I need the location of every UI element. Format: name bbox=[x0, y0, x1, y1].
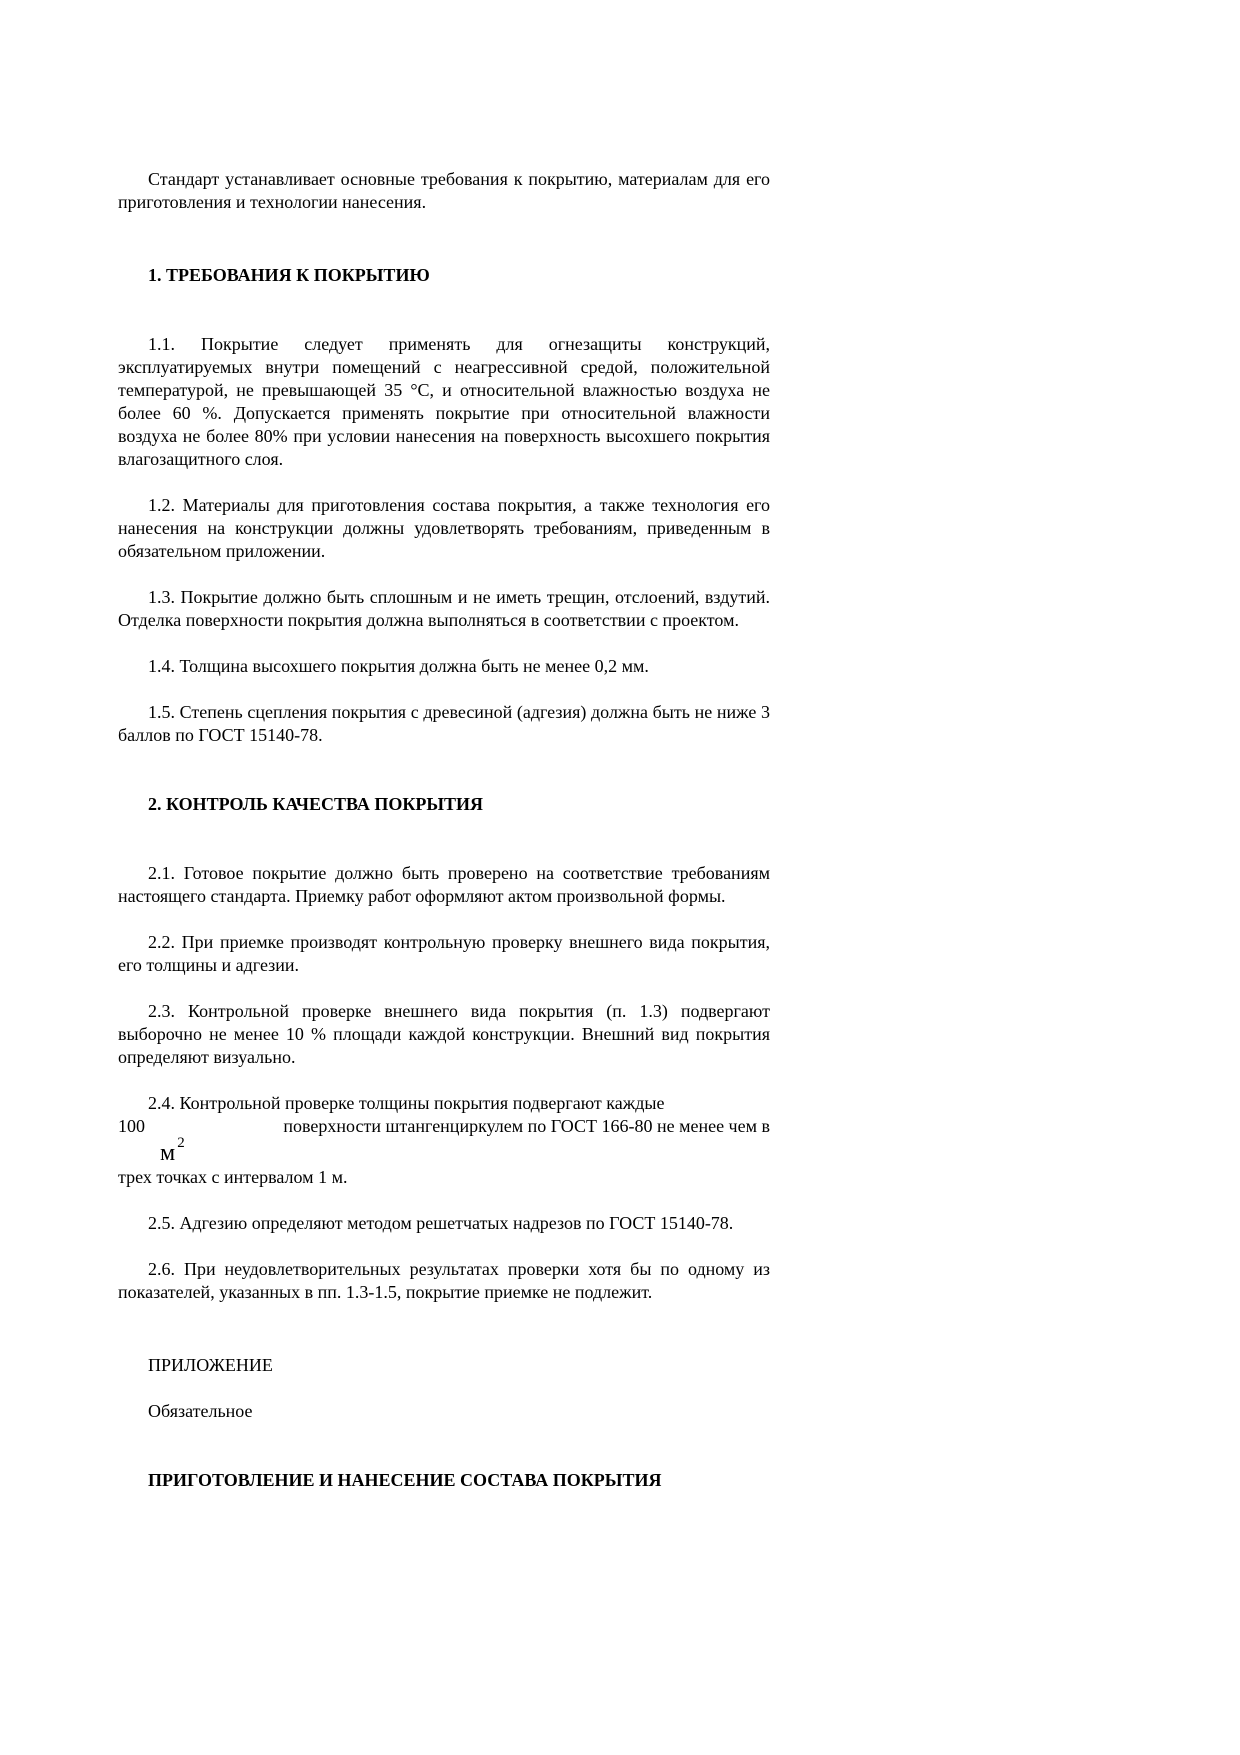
intro-paragraph: Стандарт устанавливает основные требования к покрытию, материалам для его приготовления и технологии нанесения. bbox=[118, 169, 770, 212]
unit-row bbox=[118, 1135, 770, 1166]
annex-status: Обязательное bbox=[148, 1401, 253, 1421]
paragraph-2-2: 2.2. При приемке производят контрольную проверку внешнего вида покрытия, его толщины и адгезии. bbox=[118, 932, 770, 975]
annex-title: ПРИЛОЖЕНИЕ bbox=[148, 1355, 273, 1375]
paragraph-1-2: 1.2. Материалы для приготовления состава покрытия, а также технология его нанесения на конструкции должны удовлетворять требованиям, приведенным в обязательном приложении. bbox=[118, 495, 770, 561]
paragraph-2-4-middle: поверхности штангенциркулем по ГОСТ 166-80 не менее чем в bbox=[283, 1116, 770, 1136]
paragraph-1-1: 1.1. Покрытие следует применять для огнезащиты конструкций, эксплуатируемых внутри помещений с неагрессивной средой, положительной температурой, не превышающей 35 °С, и относительной влажностью воздуха не более 60 %. Допускается применять покрытие при относительной влажности воздуха не более 80% при условии нанесения на поверхность высохшего покрытия влагозащитного слоя. bbox=[118, 334, 770, 469]
unit-exponent: 2 bbox=[177, 1135, 185, 1151]
paragraph-2-1: 2.1. Готовое покрытие должно быть проверено на соответствие требованиям настоящего стандарта. Приемку работ оформляют актом произвольной формы. bbox=[118, 863, 770, 906]
section-2-heading: 2. КОНТРОЛЬ КАЧЕСТВА ПОКРЫТИЯ bbox=[148, 794, 484, 814]
paragraph-2-4-line2 bbox=[118, 1115, 770, 1138]
document-page bbox=[118, 168, 770, 1510]
paragraph-1-4: 1.4. Толщина высохшего покрытия должна быть не менее 0,2 мм. bbox=[148, 656, 649, 676]
paragraph-2-3: 2.3. Контрольной проверке внешнего вида покрытия (п. 1.3) подвергают выборочно не менее 10 % площади каждой конструкции. Внешний вид покрытия определяют визуально. bbox=[118, 1001, 770, 1067]
paragraph-2-4 bbox=[118, 1092, 770, 1189]
unit-symbol: м bbox=[160, 1140, 176, 1166]
paragraph-2-4-number: 100 bbox=[118, 1116, 145, 1136]
paragraph-2-4-line3: трех точках с интервалом 1 м. bbox=[118, 1167, 348, 1187]
paragraph-1-3: 1.3. Покрытие должно быть сплошным и не иметь трещин, отслоений, вздутий. Отделка поверхности покрытия должна выполняться в соответствии с проектом. bbox=[118, 587, 770, 630]
paragraph-1-5: 1.5. Степень сцепления покрытия с древесиной (адгезия) должна быть не ниже 3 баллов по ГОСТ 15140-78. bbox=[118, 702, 770, 745]
paragraph-2-4-line1: 2.4. Контрольной проверке толщины покрытия подвергают каждые bbox=[148, 1093, 665, 1113]
paragraph-2-5: 2.5. Адгезию определяют методом решетчатых надрезов по ГОСТ 15140-78. bbox=[148, 1213, 734, 1233]
paragraph-2-6: 2.6. При неудовлетворительных результатах проверки хотя бы по одному из показателей, указанных в пп. 1.3-1.5, покрытие приемке не подлежит. bbox=[118, 1259, 770, 1302]
annex-heading: ПРИГОТОВЛЕНИЕ И НАНЕСЕНИЕ СОСТАВА ПОКРЫТИЯ bbox=[148, 1470, 662, 1490]
unit-square-meter bbox=[160, 1136, 183, 1165]
section-1-heading: 1. ТРЕБОВАНИЯ К ПОКРЫТИЮ bbox=[148, 265, 430, 285]
